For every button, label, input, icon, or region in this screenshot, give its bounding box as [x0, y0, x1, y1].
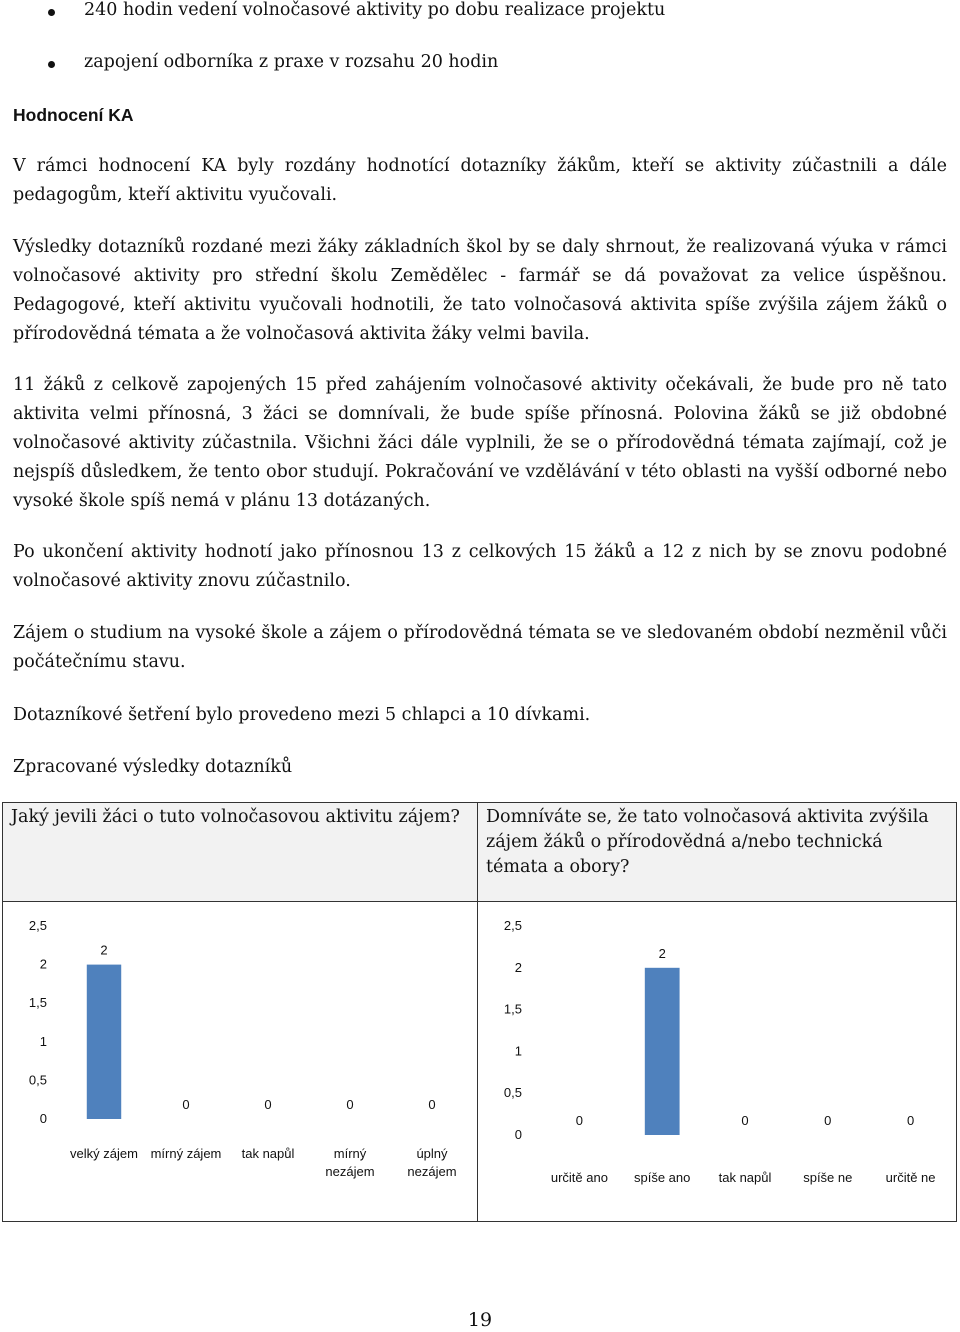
data-label: 0 — [906, 1113, 915, 1128]
category-label: tak napůl — [718, 1170, 772, 1185]
data-label: 0 — [264, 1097, 272, 1112]
y-tick-label: 0,5 — [503, 1085, 522, 1101]
data-label: 2 — [100, 942, 108, 958]
y-tick-label: 2,5 — [28, 918, 47, 933]
y-tick-label: 1 — [39, 1033, 47, 1049]
paragraph: Zájem o studium na vysoké škole a zájem o přírodovědná témata se ve sledovaném období nezměnil vůči počátečnímu stavu. — [13, 623, 947, 672]
chart-interest-svg — [3, 902, 479, 1223]
category-label: úplný — [416, 1146, 448, 1161]
chart-increase — [477, 901, 957, 1222]
data-label: 0 — [741, 1113, 749, 1128]
paragraph: Zpracované výsledky dotazníků — [13, 757, 293, 777]
question-cell-left: Jaký jevili žáci o tuto volnočasovou aktivitu zájem? — [2, 802, 478, 902]
y-tick-label: 1,5 — [28, 995, 47, 1011]
y-tick-label: 1 — [514, 1043, 522, 1059]
category-label: určitě ne — [885, 1170, 936, 1185]
question-cell-right: Domníváte se, že tato volnočasová aktivita zvýšila zájem žáků o přírodovědná a/nebo technická témata a obory? — [477, 802, 957, 902]
data-label: 0 — [575, 1113, 584, 1128]
section-heading: Hodnocení KA — [13, 105, 134, 125]
y-tick-label: 0 — [514, 1127, 522, 1142]
y-tick-label: 0 — [39, 1111, 47, 1126]
page-number: 19 — [467, 1309, 493, 1331]
bar — [645, 968, 680, 1135]
data-label: 2 — [658, 945, 666, 961]
bar — [87, 965, 121, 1119]
category-label: nezájem — [407, 1164, 457, 1179]
paragraph: Po ukončení aktivity hodnotí jako přínosnou 13 z celkových 15 žáků a 12 z nich by se znovu podobné volnočasové aktivity znovu zúčastnilo. — [13, 542, 947, 591]
chart-increase-svg — [478, 902, 958, 1223]
category-label: nezájem — [325, 1164, 375, 1179]
category-label: určitě ano — [550, 1170, 608, 1185]
category-label: mírný zájem — [150, 1146, 222, 1161]
category-label: tak napůl — [241, 1146, 295, 1161]
y-tick-label: 2 — [514, 959, 522, 975]
category-label: spíše ano — [634, 1170, 691, 1185]
data-label: 0 — [346, 1097, 354, 1112]
category-label: mírný — [333, 1146, 367, 1161]
paragraph: Dotazníkové šetření bylo provedeno mezi 5 chlapci a 10 dívkami. — [13, 705, 591, 725]
y-tick-label: 2 — [39, 956, 47, 972]
data-label: 0 — [182, 1097, 190, 1112]
y-tick-label: 1,5 — [503, 1001, 522, 1017]
bullet-icon — [48, 9, 55, 16]
chart-interest — [2, 901, 478, 1222]
category-label: velký zájem — [70, 1146, 138, 1161]
data-label: 0 — [428, 1097, 436, 1112]
bullet-text: zapojení odborníka z praxe v rozsahu 20 hodin — [84, 52, 499, 72]
bullet-icon — [48, 61, 55, 68]
bullet-text: 240 hodin vedení volnočasové aktivity po dobu realizace projektu — [84, 0, 666, 20]
category-label: spíše ne — [803, 1170, 853, 1185]
y-tick-label: 2,5 — [503, 918, 522, 933]
paragraph: Výsledky dotazníků rozdané mezi žáky základních škol by se daly shrnout, že realizovaná výuka v rámci volnočasové aktivity pro střední školu Zemědělec - farmář se dá považovat za velice úspěšnou. Pedagogové, kteří aktivitu vyučovali hodnotili, že tato volnočasová aktivita spíše zvýšila zájem žáků o přírodovědná témata a že volnočasová aktivita žáky velmi bavila. — [13, 237, 947, 344]
paragraph: V rámci hodnocení KA byly rozdány hodnotící dotazníky žákům, kteří se aktivity zúčastnili a dále pedagogům, kteří aktivitu vyučovali. — [13, 156, 947, 205]
y-tick-label: 0,5 — [28, 1072, 47, 1088]
data-label: 0 — [824, 1113, 832, 1128]
paragraph: 11 žáků z celkově zapojených 15 před zahájením volnočasové aktivity očekávali, že bude pro ně tato aktivita velmi přínosná, 3 žáci se domnívali, že bude spíše přínosná. Polovina žáků se již obdobné volnočasové aktivity zúčastnila. Všichni žáci dále vyplnili, že se o přírodovědná témata zajímají, což je nejspíš důsledkem, že tento obor studují. Pokračování ve vzdělávání v této oblasti na vyšší odborné nebo vysoké škole spíš nemá v plánu 13 dotázaných. — [13, 375, 947, 511]
